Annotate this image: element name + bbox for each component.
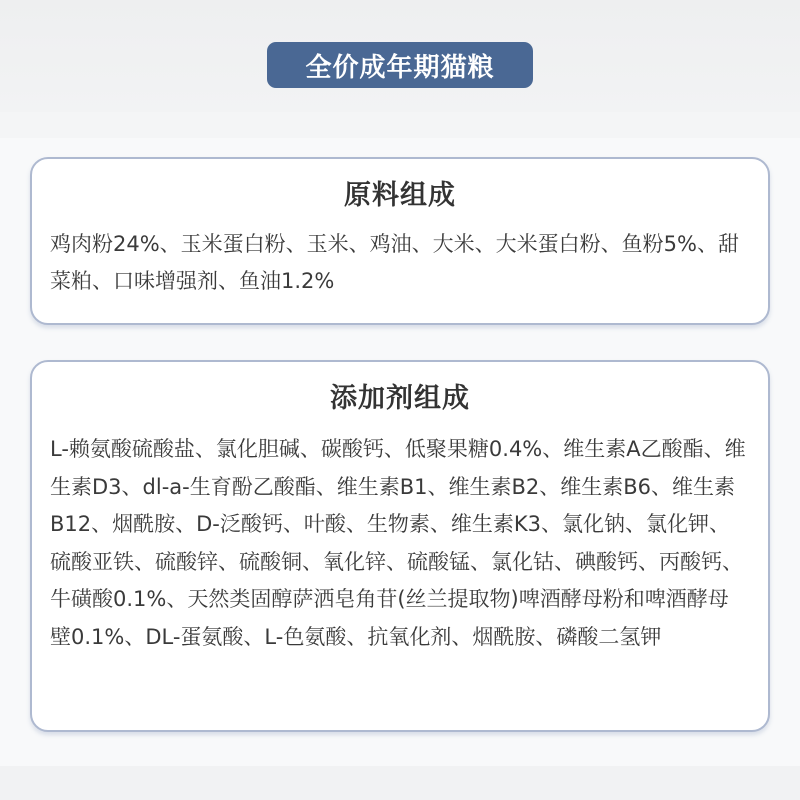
ingredients-card xyxy=(30,157,770,325)
bottom-strip xyxy=(0,766,800,800)
page-title: 全价成年期猫粮 xyxy=(267,42,533,88)
ingredients-heading: 原料组成 xyxy=(344,180,456,211)
additives-heading: 添加剂组成 xyxy=(330,383,470,414)
additives-card xyxy=(30,360,770,732)
additives-text: L-赖氨酸硫酸盐、氯化胆碱、碳酸钙、低聚果糖0.4%、维生素A乙酸酯、维生素D3、dl-a-生育酚乙酸酯、维生素B1、维生素B2、维生素B6、维生素B12、烟酰胺、D-泛酸钙、叶酸、生物素、维生素K3、氯化钠、氯化钾、硫酸亚铁、硫酸锌、硫酸铜、氧化锌、硫酸锰、氯化钴、碘酸钙、丙酸钙、牛磺酸0.1%、天然类固醇萨洒皂角苷(丝兰提取物)啤酒酵母粉和啤酒酵母壁0.1%、DL-蛋氨酸、L-色氨酸、抗氧化剂、烟酰胺、磷酸二氢钾 xyxy=(50,437,746,649)
ingredients-text: 鸡肉粉24%、玉米蛋白粉、玉米、鸡油、大米、大米蛋白粉、鱼粉5%、甜菜粕、口味增强剂、鱼油1.2% xyxy=(50,232,739,293)
